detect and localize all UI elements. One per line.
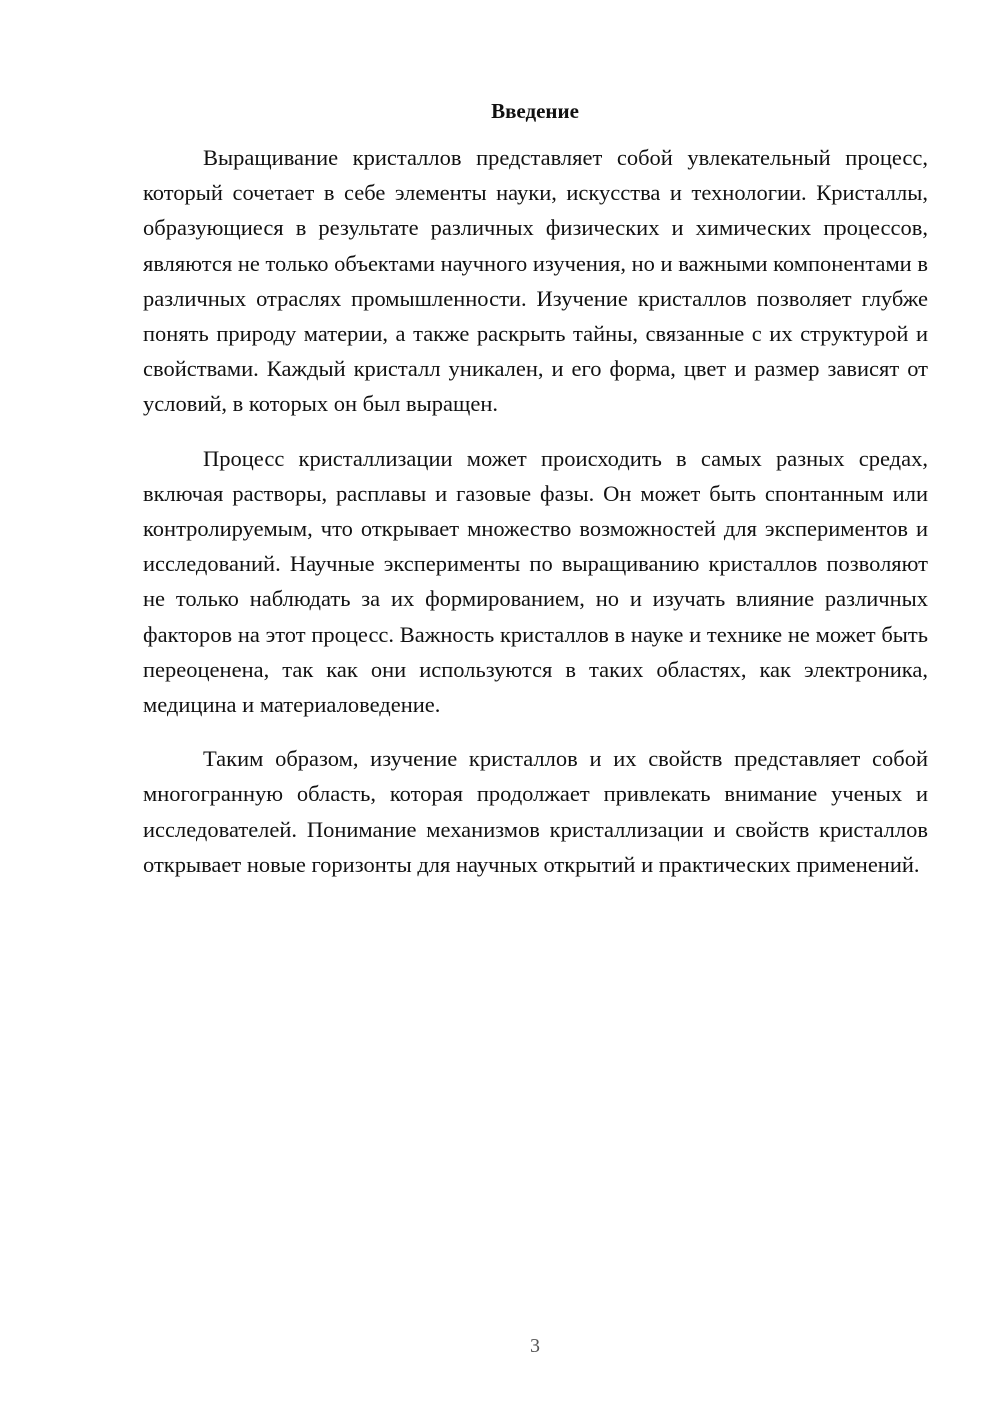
section-heading: Введение (491, 99, 579, 123)
page-number: 3 (530, 1335, 540, 1357)
body-text (143, 140, 928, 882)
paragraph-3: Таким образом, изучение кристаллов и их свойств представляет собой многогранную область, которая продолжает привлекать внимание ученых и исследователей. Понимание механизмов кристаллизации и свойств кристаллов открывает новые горизонты для научных открытий и практических применений. (143, 746, 928, 877)
paragraph-2: Процесс кристаллизации может происходить в самых разных средах, включая растворы, расплавы и газовые фазы. Он может быть спонтанным или контролируемым, что открывает множество возможностей для экспериментов и исследований. Научные эксперименты по выращиванию кристаллов позволяют не только наблюдать за их формированием, но и изучать влияние различных факторов на этот процесс. Важность кристаллов в науке и технике не может быть переоценена, так как они используются в таких областях, как электроника, медицина и материаловедение. (143, 445, 928, 718)
paragraph-1: Выращивание кристаллов представляет собой увлекательный процесс, который сочетает в себе элементы науки, искусства и технологии. Кристаллы, образующиеся в результате различных физических и химических процессов, являются не только объектами научного изучения, но и важными компонентами в различных отраслях промышленности. Изучение кристаллов позволяет глубже понять природу материи, а также раскрыть тайны, связанные с их структурой и свойствами. Каждый кристалл уникален, и его форма, цвет и размер зависят от условий, в которых он был выращен. (143, 145, 928, 417)
